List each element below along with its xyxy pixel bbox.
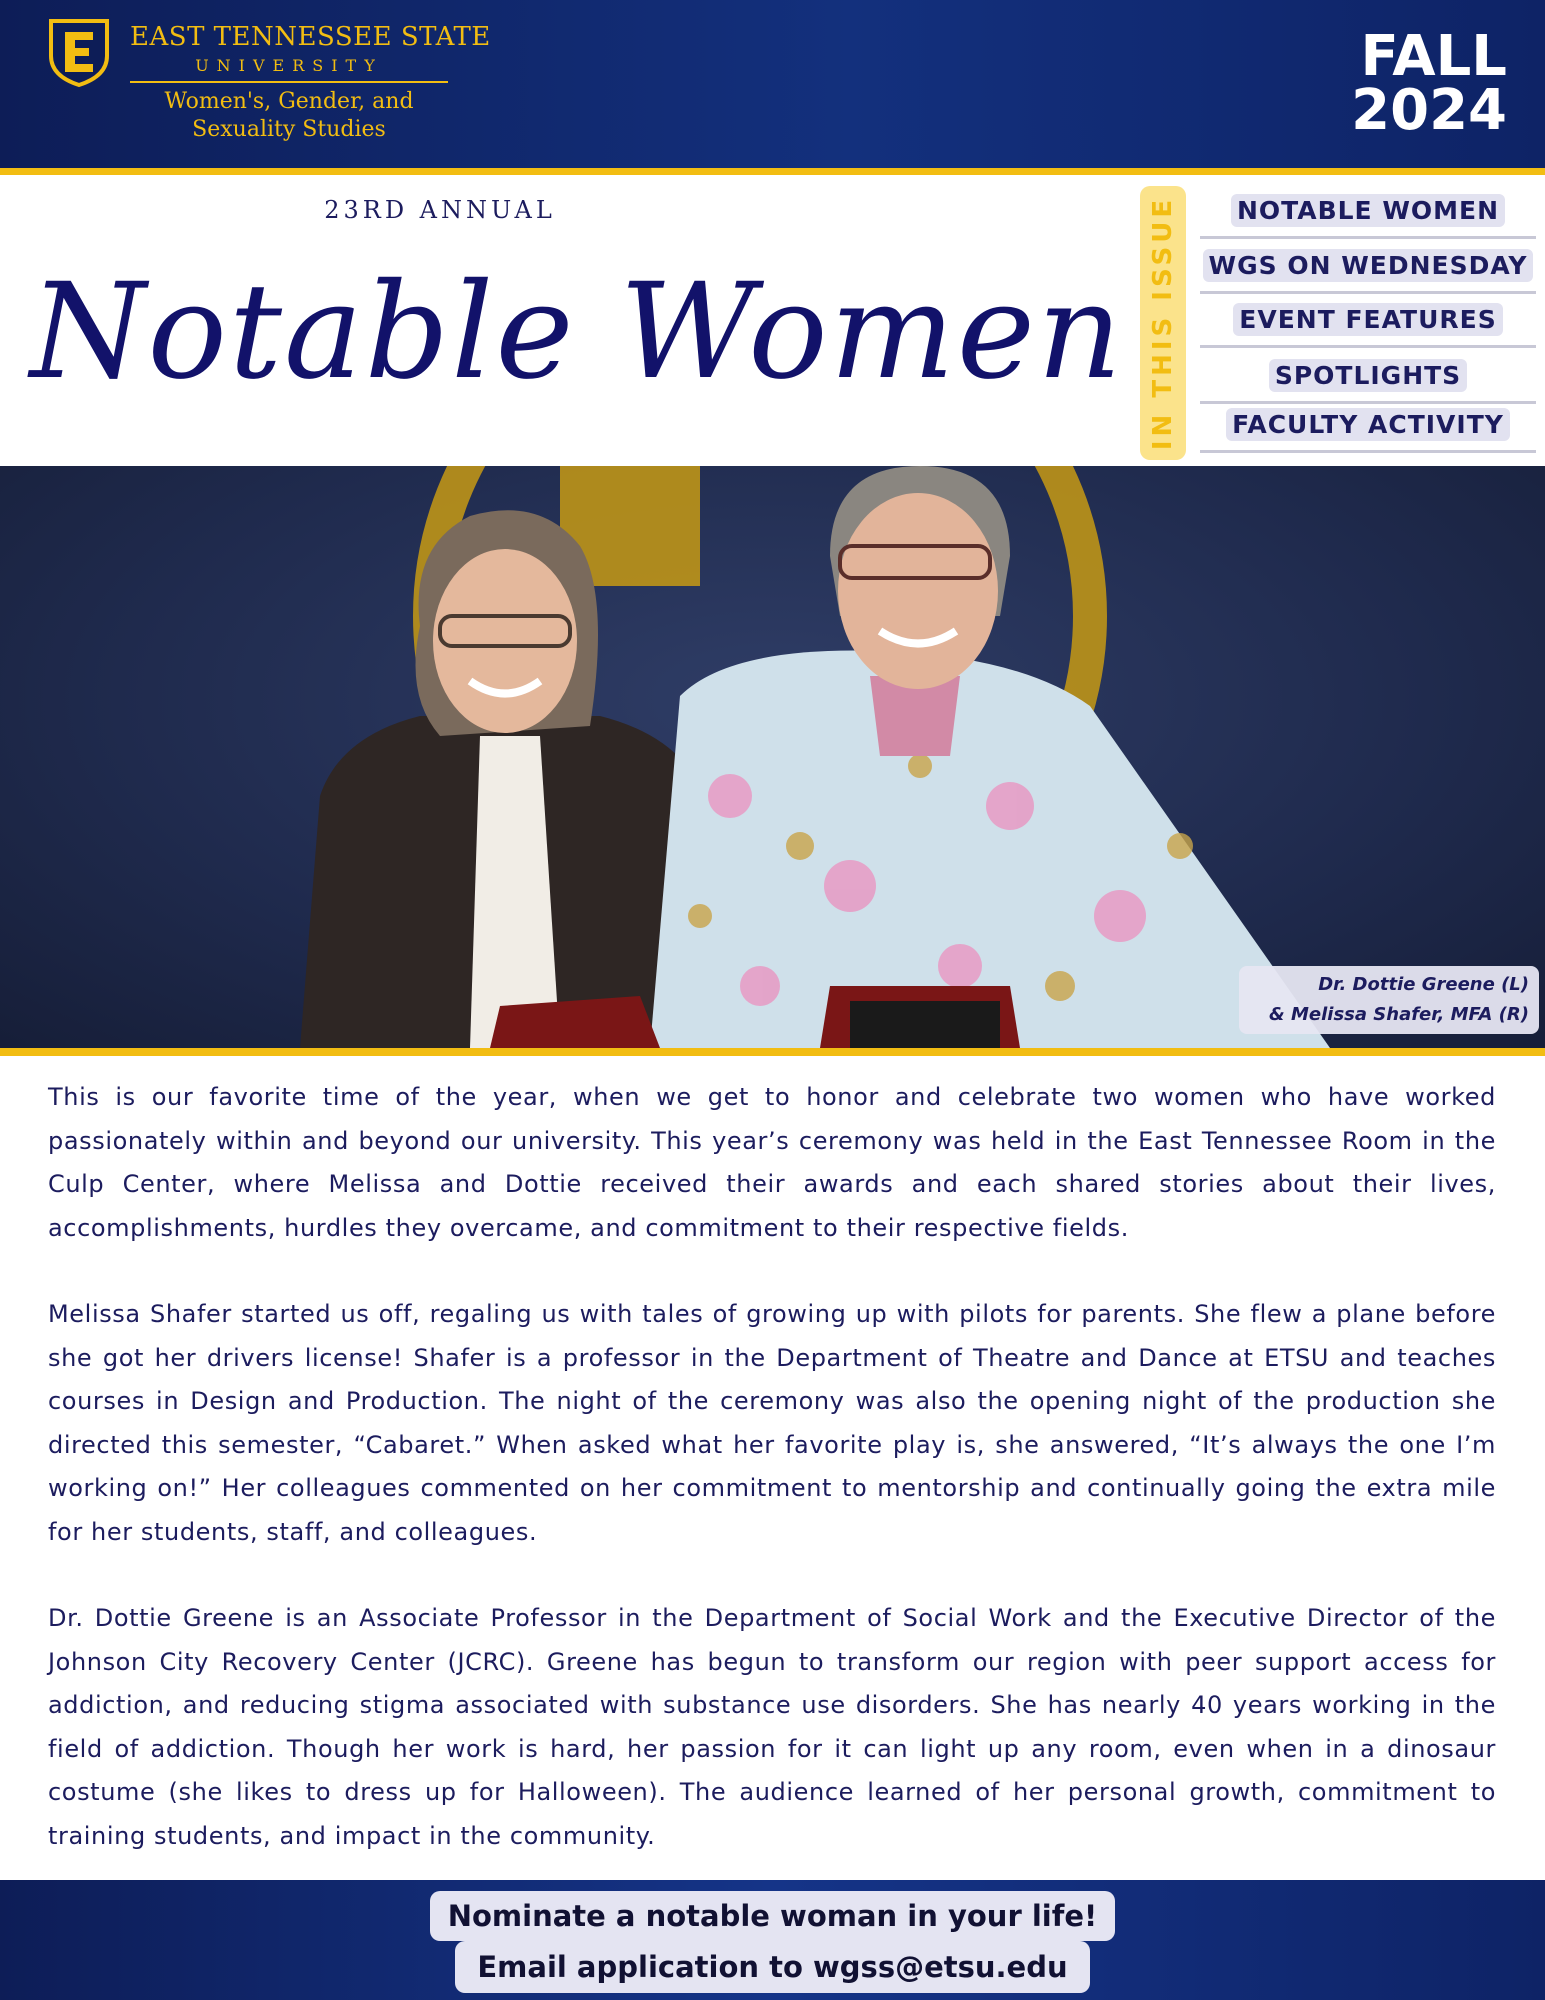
season-year: 2024 [1351, 78, 1507, 143]
nominate-callout: Nominate a notable woman in your life! [430, 1891, 1115, 1941]
issue-item-event-features[interactable] [1200, 293, 1536, 348]
issue-item-label: NOTABLE WOMEN [1231, 194, 1505, 227]
caption-line: Dr. Dottie Greene (L) [1318, 974, 1529, 995]
etsu-shield-logo [48, 18, 110, 88]
season-label: FALL [1360, 24, 1507, 89]
issue-item-faculty-activity[interactable] [1200, 398, 1536, 453]
article-paragraph: Melissa Shafer started us off, regaling us with tales of growing up with pilots for parents. She flew a plane before she got her drivers license! Shafer is a professor in the Department of Theatre and Dance at ETSU and teaches courses in Design and Production. The night of the ceremony was also the opening night of the production she directed this semester, “Cabaret.” When asked what her favorite play is, she answered, “It’s always the one I’m working on!” Her colleagues commented on her commitment to mentorship and continually going the extra mile for her students, staff, and colleagues. [48, 1300, 1496, 1546]
photo-caption [1239, 966, 1539, 1034]
issue-item-label: EVENT FEATURES [1233, 303, 1502, 336]
award-photo-illustration [0, 466, 1545, 1048]
article-paragraph: Dr. Dottie Greene is an Associate Professor in the Department of Social Work and the Executive Director of the Johnson City Recovery Center (JCRC). Greene has begun to transform our region with peer support access for addiction, and reducing stigma associated with substance use disorders. She has nearly 40 years working in the field of addiction. Though her work is hard, her passion for it can light up any room, even when in a dinosaur costume (she likes to dress up for Halloween). The audience learned of her personal growth, commitment to training students, and impact in the community. [48, 1604, 1496, 1850]
email-callout[interactable]: Email application to wgss@etsu.edu [455, 1941, 1090, 1993]
caption-line: & Melissa Shafer, MFA (R) [1269, 1004, 1529, 1025]
issue-item-spotlights[interactable] [1200, 349, 1536, 404]
issue-item-label: SPOTLIGHTS [1269, 359, 1467, 392]
university-subtitle: UNIVERSITY [195, 56, 383, 75]
article-body [48, 1076, 1496, 1901]
award-photo [0, 466, 1545, 1056]
title-kicker: 23RD ANNUAL [324, 196, 556, 224]
page-header [0, 0, 1545, 175]
in-this-issue-label [1140, 186, 1186, 460]
in-this-issue-text: IN THIS ISSUE [1148, 195, 1178, 451]
issue-season [1287, 24, 1507, 143]
page-title: Notable Women [30, 255, 1124, 409]
issue-item-wgs-on-wednesday[interactable] [1200, 239, 1536, 294]
article-paragraph: This is our favorite time of the year, when we get to honor and celebrate two women who have worked passionately within and beyond our university. This year’s ceremony was held in the East Tennessee Room in the Culp Center, where Melissa and Dottie received their awards and each shared stories about their lives, accomplishments, hurdles they overcame, and commitment to their respective fields. [48, 1083, 1496, 1242]
department-name: Women's, Gender, and Sexuality Studies [164, 89, 414, 142]
logo-divider [130, 81, 448, 83]
issue-item-label: WGS ON WEDNESDAY [1203, 249, 1534, 282]
issue-item-notable-women[interactable] [1200, 184, 1536, 239]
issue-item-label: FACULTY ACTIVITY [1226, 408, 1510, 441]
university-name: EAST TENNESSEE STATE [130, 22, 491, 52]
